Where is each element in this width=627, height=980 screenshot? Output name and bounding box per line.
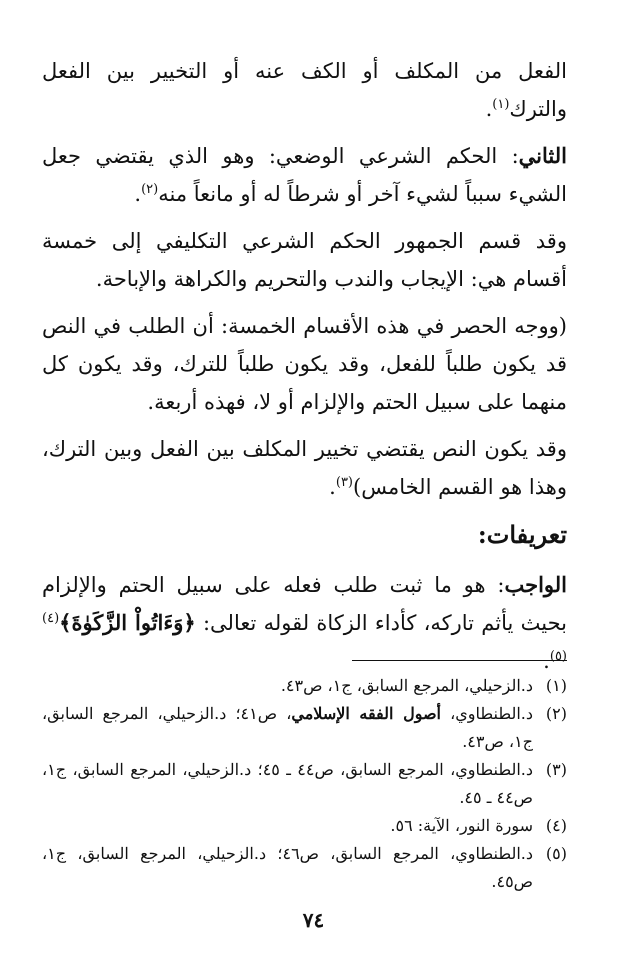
- footnote-text: د.الطنطاوي، المرجع السابق، ص٤٦؛ د.الزحيلي، المرجع السابق، ج١، ص٤٥.: [42, 844, 534, 891]
- footnote-ref-4-5: (٤)(٥): [42, 611, 567, 664]
- page-number: ٧٤: [302, 908, 325, 932]
- section-heading: تعريفات:: [477, 520, 567, 549]
- footnote-item: [42, 672, 567, 700]
- footnote-number: (٣): [545, 760, 567, 779]
- footnote-item: [42, 812, 567, 840]
- paragraph-5: وقد يكون النص يقتضي تخيير المكلف بين الفعل وبين الترك، وهذا هو القسم الخامس)$^{(٣)}$.: [42, 437, 567, 499]
- paragraph-5-text: وقد يكون النص يقتضي تخيير المكلف بين الفعل وبين الترك، وهذا هو القسم الخامس): [42, 437, 567, 499]
- footnote-text: د.الطنطاوي، المرجع السابق، ص٤٤ ـ ٤٥؛ د.الزحيلي، المرجع السابق، ج١، ص٤٤ ـ ٤٥.: [42, 760, 533, 807]
- paragraph-4: (ووجه الحصر في هذه الأقسام الخمسة: أن الطلب في النص قد يكون طلباً للفعل، وقد يكون طلباً للترك، وقد يكون كل منهما على سبيل الحتم والإلزام أو لا، فهذه أربعة.: [42, 314, 567, 414]
- footnotes: [42, 672, 567, 896]
- footnote-item: [42, 840, 567, 896]
- quran-verse: ﴿وَءَاتُواْ الزَّكَوٰةَ﴾: [59, 610, 196, 635]
- paragraph-2-lead: الثاني: [518, 143, 567, 168]
- definition-text: : هو ما ثبت طلب فعله على سبيل الحتم والإلزام بحيث يأثم تاركه، كأداء الزكاة لقوله تعالى:: [42, 573, 567, 635]
- footnote-book-title: أصول الفقه الإسلامي: [291, 704, 441, 723]
- paragraph-2-text: : الحكم الشرعي الوضعي: وهو الذي يقتضي جعل الشيء سبباً لشيء آخر أو شرطاً له أو مانعاً منه: [42, 144, 567, 206]
- footnote-divider: [352, 660, 567, 661]
- footnote-text: د.الزحيلي، المرجع السابق، ج١، ص٤٣.: [280, 676, 533, 695]
- footnote-ref-3: (٣): [335, 475, 353, 490]
- footnote-ref-1: (١): [492, 97, 510, 112]
- footnote-number: (١): [545, 676, 567, 695]
- definition-paragraph: الواجب: هو ما ثبت طلب فعله على سبيل الحتم والإلزام بحيث يأثم تاركه، كأداء الزكاة لقوله تعالى: ﴿وَءَاتُواْ الزَّكَوٰةَ﴾$^{(٤)(٥)}$.: [42, 572, 567, 673]
- footnote-item: [42, 700, 567, 756]
- footnote-ref-2: (٢): [141, 182, 159, 197]
- main-text: [42, 52, 567, 515]
- footnote-text: د.الطنطاوي، أصول الفقه الإسلامي، ص٤١؛ د.الزحيلي، المرجع السابق، ج١، ص٤٣.: [42, 704, 534, 751]
- footnote-number: (٤): [545, 816, 567, 835]
- paragraph-2: الثاني: الحكم الشرعي الوضعي: وهو الذي يقتضي جعل الشيء سبباً لشيء آخر أو شرطاً له أو مانعاً منه$^{(٢)}$.: [42, 143, 567, 206]
- footnote-number: (٥): [545, 844, 567, 863]
- paragraph-1-text: الفعل من المكلف أو الكف عنه أو التخيير بين الفعل والترك: [42, 59, 567, 121]
- footnote-item: [42, 756, 567, 812]
- footnote-text: سورة النور، الآية: ٥٦.: [390, 816, 533, 835]
- paragraph-1: الفعل من المكلف أو الكف عنه أو التخيير بين الفعل والترك$^{(١)}$.: [42, 59, 567, 121]
- footnote-number: (٢): [545, 704, 567, 723]
- paragraph-3: وقد قسم الجمهور الحكم الشرعي التكليفي إلى خمسة أقسام هي: الإيجاب والندب والتحريم والكراهة والإباحة.: [42, 229, 567, 291]
- definition-term: الواجب: [504, 572, 567, 597]
